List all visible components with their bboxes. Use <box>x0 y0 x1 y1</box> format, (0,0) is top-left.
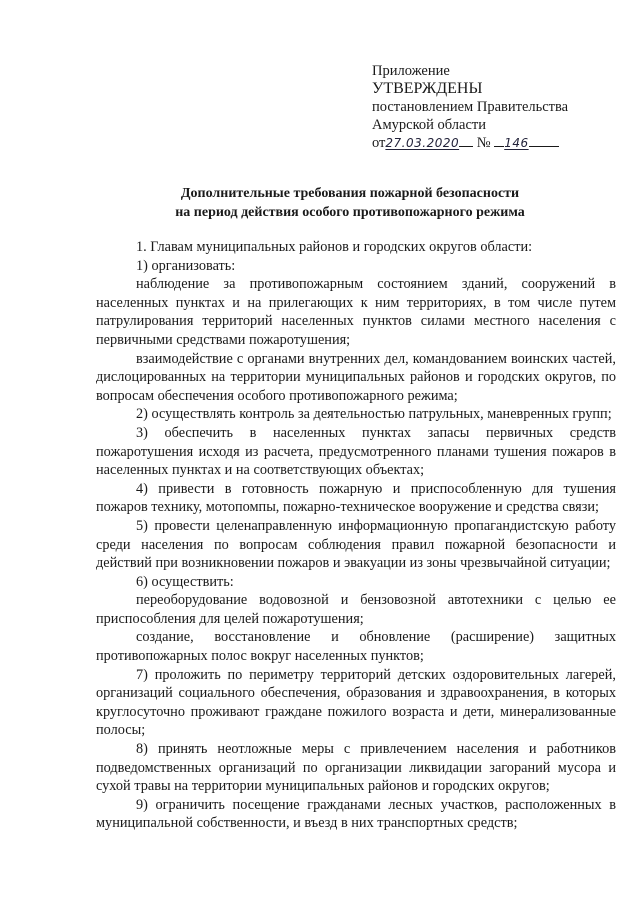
number-label: № <box>476 135 491 151</box>
paragraph-1: 1. Главам муниципальных районов и городских округов области: <box>136 239 533 255</box>
paragraph-6: 6) осуществить: <box>136 573 234 590</box>
number-underline-left <box>494 134 504 147</box>
paragraph-4: 4) привести в готовность пожарную и приспособленную для тушения пожаров технику, мотопомпы, пожарно-техническое вооружение и средства связи; <box>96 480 616 516</box>
resolution-label: постановлением Правительства <box>372 99 569 115</box>
paragraph-2: 2) осуществлять контроль за деятельностью патрульных, маневренных групп; <box>136 406 612 423</box>
date-underline <box>459 134 473 147</box>
appendix-label: Приложение <box>372 63 450 79</box>
handwritten-date: 27.03.2020 <box>385 136 460 150</box>
number-underline-right <box>529 134 559 147</box>
paragraph-observation: наблюдение за противопожарным состоянием зданий, сооружений в населенных пунктах и на прилегающих к ним территориях, в том числе путем патрулирования территорий населенных пунктов силами местного населения с первичными средствами пожаротушения; <box>96 276 616 348</box>
paragraph-1-1: 1) организовать: <box>136 257 236 274</box>
paragraph-8: 8) принять неотложные меры с привлечением населения и работников подведомственных организаций по организации ликвидации загораний мусора и сухой травы на территории муниципальных районов и городских округов; <box>96 741 616 795</box>
paragraph-5: 5) провести целенаправленную информационную пропагандистскую работу среди населения по вопросам соблюдения правил пожарной безопасности и действий при возникновении пожаров и эвакуации из зоны чрезвычайной ситуации; <box>96 517 616 572</box>
document-title <box>90 184 610 222</box>
date-prefix: от <box>372 135 386 151</box>
title-line-1: Дополнительные требования пожарной безопасности <box>180 186 520 201</box>
paragraph-firebreaks: создание, восстановление и обновление (расширение) защитных противопожарных полос вокруг населенных пунктов; <box>96 629 616 665</box>
paragraph-interaction: взаимодействие с органами внутренних дел, командованием воинских частей, дислоцированных на территории муниципальных районов и городских округов, по вопросам обеспечения особого противопожарного режима; <box>96 350 616 404</box>
document-body <box>96 238 616 833</box>
paragraph-reequipment: переоборудование водовозной и бензовозной автотехники с целью ее приспособления для целей пожаротушения; <box>96 592 616 627</box>
approval-header <box>372 62 568 152</box>
title-line-2: на период действия особого противопожарного режима <box>175 205 525 220</box>
region-label: Амурской области <box>372 117 486 133</box>
paragraph-7: 7) проложить по периметру территорий детских оздоровительных лагерей, организаций социального обеспечения, образования и здравоохранения, в которых круглосуточно проживают граждане пожилого возраста и дети, минерализованные полосы; <box>96 666 616 739</box>
paragraph-3: 3) обеспечить в населенных пунктах запасы первичных средств пожаротушения исходя из расчета, предусмотренного планами тушения пожаров в населенных пунктах и на соответствующих объектах; <box>96 424 616 479</box>
date-number-line <box>372 134 568 152</box>
approved-label: УТВЕРЖДЕНЫ <box>372 80 483 97</box>
paragraph-9: 9) ограничить посещение гражданами лесных участков, расположенных в муниципальной собственности, и въезд в них транспортных средств; <box>96 796 616 832</box>
handwritten-number: 146 <box>504 136 529 150</box>
